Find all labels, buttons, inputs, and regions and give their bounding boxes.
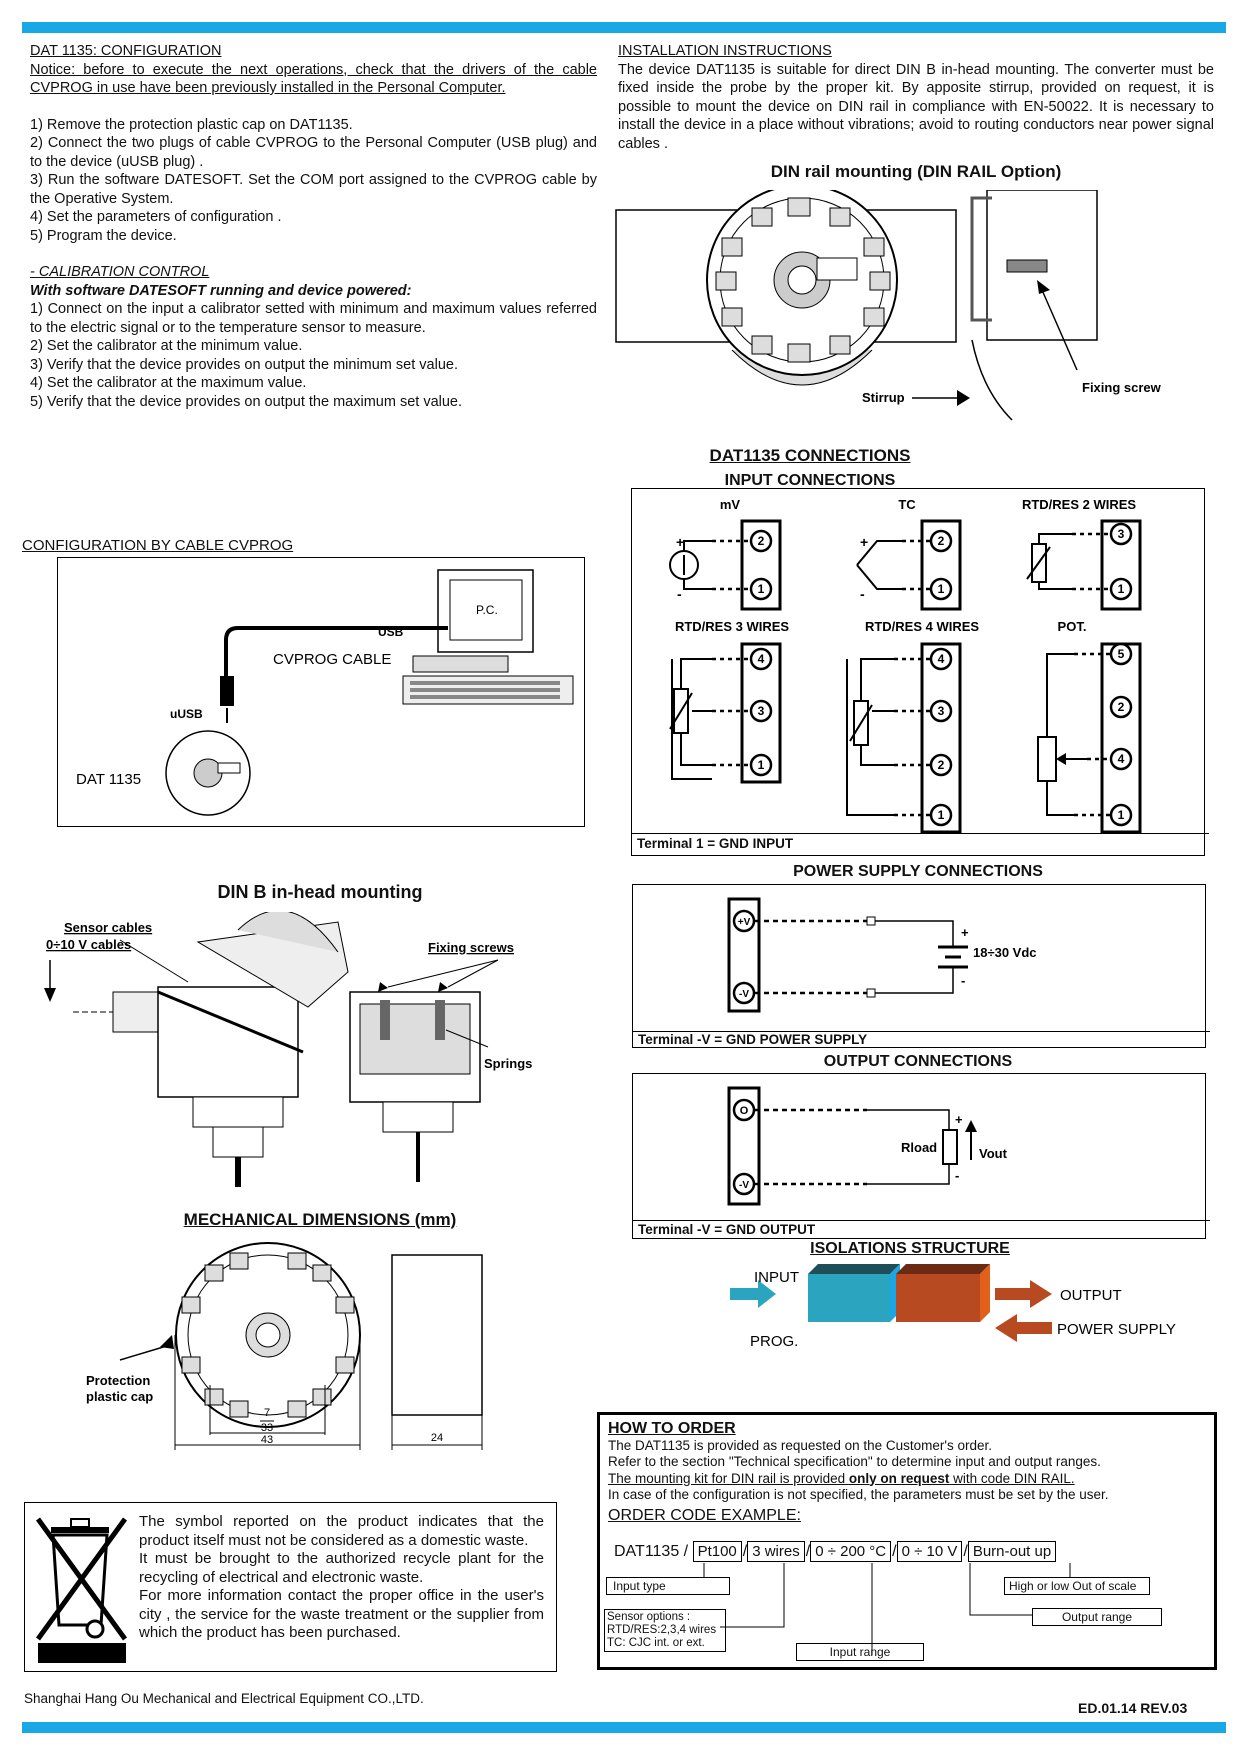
bottom-bar xyxy=(22,1722,1226,1733)
power-voltage: 18÷30 Vdc xyxy=(973,945,1037,960)
dim-43: 43 xyxy=(260,1434,274,1446)
svg-text:3: 3 xyxy=(1117,527,1125,541)
mechanical-drawing xyxy=(70,1235,510,1475)
svg-text:4: 4 xyxy=(937,652,945,666)
svg-text:-V: -V xyxy=(739,1180,749,1191)
order-example-title: ORDER CODE EXAMPLE: xyxy=(608,1506,801,1524)
svg-text:-V: -V xyxy=(739,989,749,1000)
power-drawing xyxy=(633,885,1205,1031)
calibration-step: 5) Verify that the device provides on output the maximum set value. xyxy=(30,393,463,410)
cvprog-cable-label: CVPROG CABLE xyxy=(273,651,392,668)
sensor-cables-label: Sensor cables xyxy=(64,920,153,935)
output-range-box xyxy=(1032,1608,1162,1626)
svg-text:+: + xyxy=(676,534,685,550)
svg-text:-: - xyxy=(955,1168,960,1183)
order-code-row: DAT1135 / Pt100 / 3 wires / 0 ÷ 200 °C / 0 ÷ 10 V / Burn-out up xyxy=(614,1541,1057,1562)
input-range-label: Input range xyxy=(829,1645,891,1659)
config-section xyxy=(30,42,597,411)
connections-title: DAT1135 CONNECTIONS xyxy=(709,446,911,465)
installation-text: The device DAT1135 is suitable for direct DIN B in-head mounting. The converter must be fixed inside the probe by the proper kit. By apposite stirrup, provided on request, it is possible to mount the device on DIN rail in compliance with EN-50022. It is necessary to install the device in a place without vibrations; avoid to routing conductors near power signal cables . xyxy=(618,61,1214,152)
svg-text:-: - xyxy=(860,586,865,602)
svg-text:2: 2 xyxy=(937,534,945,548)
output-footer-text: Terminal -V = GND OUTPUT xyxy=(638,1222,816,1237)
calibration-step: 2) Set the calibrator at the minimum value. xyxy=(30,338,303,354)
order-line-3a: The mounting kit for DIN rail is provided xyxy=(608,1470,849,1486)
output-drawing xyxy=(633,1074,1205,1220)
config-step: 5) Program the device. xyxy=(30,227,177,244)
svg-text:1: 1 xyxy=(1117,808,1125,822)
high-low-box xyxy=(1004,1577,1150,1595)
order-cell: Pt100 xyxy=(693,1541,742,1562)
input-footer xyxy=(632,833,1209,854)
sensor-options-2: RTD/RES:2,3,4 wires xyxy=(607,1624,717,1636)
config-title: DAT 1135: CONFIGURATION xyxy=(30,43,222,59)
protection-label: Protection xyxy=(86,1373,151,1388)
svg-text:1: 1 xyxy=(757,582,765,596)
config-step: 2) Connect the two plugs of cable CVPROG to the Personal Computer (USB plug) and to the device (uUSB plug) . xyxy=(30,135,597,170)
rtd4-label: RTD/RES 4 WIRES xyxy=(864,619,980,634)
device-label: DAT 1135 xyxy=(76,771,142,788)
output-box xyxy=(632,1073,1206,1239)
input-range-box xyxy=(796,1643,924,1661)
installation-title: INSTALLATION INSTRUCTIONS xyxy=(618,43,832,59)
sensor-options-box xyxy=(604,1609,726,1652)
calibration-step: 1) Connect on the input a calibrator setted with minimum and maximum values referred to the electric signal or to the temperature sensor to measure. xyxy=(30,301,597,336)
dim-24: 24 xyxy=(430,1432,444,1444)
uusb-label: uUSB xyxy=(170,707,203,721)
usb-label: USB xyxy=(378,625,404,639)
power-footer-text: Terminal -V = GND POWER SUPPLY xyxy=(638,1032,868,1047)
cable-drawing xyxy=(58,558,584,826)
dim-33: 33 xyxy=(260,1422,274,1434)
fixing-screws-label: Fixing screws xyxy=(428,940,514,955)
order-line-1: The DAT1135 is provided as requested on the Customer's order. xyxy=(608,1437,993,1453)
footer-edition: ED.01.14 REV.03 xyxy=(1078,1700,1188,1716)
svg-text:4: 4 xyxy=(757,652,765,666)
tc-label: TC xyxy=(898,497,916,512)
svg-text:2: 2 xyxy=(937,758,945,772)
weee-text xyxy=(139,1513,544,1643)
svg-text:+: + xyxy=(955,1112,963,1127)
calibration-step: 4) Set the calibrator at the maximum value. xyxy=(30,375,307,391)
calibration-subtitle: With software DATESOFT running and device powered: xyxy=(30,282,412,299)
isolation-power: POWER SUPPLY xyxy=(1057,1321,1176,1338)
sensor-options-3: TC: CJC int. or ext. xyxy=(607,1637,705,1649)
config-step: 3) Run the software DATESOFT. Set the COM port assigned to the CVPROG cable by the Operative System. xyxy=(30,172,597,207)
cable-title: CONFIGURATION BY CABLE CVPROG xyxy=(22,537,294,554)
svg-text:+: + xyxy=(961,925,969,940)
config-step: 4) Set the parameters of configuration . xyxy=(30,209,282,225)
power-footer xyxy=(633,1031,1210,1048)
stirrup-label: Stirrup xyxy=(862,390,905,405)
rload-label: Rload xyxy=(901,1140,938,1155)
vout-label: Vout xyxy=(979,1146,1007,1161)
svg-text:1: 1 xyxy=(937,582,945,596)
din-rail-title: DIN rail mounting (DIN RAIL Option) xyxy=(770,162,1062,181)
svg-text:+V: +V xyxy=(737,917,751,928)
svg-text:2: 2 xyxy=(757,534,765,548)
weee-box xyxy=(24,1502,557,1672)
output-range-label: Output range xyxy=(1061,1610,1133,1624)
order-line-3c: with code DIN RAIL. xyxy=(949,1470,1075,1486)
svg-text:5: 5 xyxy=(1117,647,1125,661)
sensor-options-1: Sensor options : xyxy=(607,1611,691,1623)
cable-diagram-box xyxy=(57,557,585,827)
high-low-label: High or low Out of scale xyxy=(1009,1579,1137,1593)
din-rail-drawing xyxy=(612,190,1182,430)
svg-text:+: + xyxy=(860,534,869,550)
mv-label: mV xyxy=(719,497,741,512)
installation-section xyxy=(618,42,1214,153)
svg-text:1: 1 xyxy=(937,808,945,822)
input-type-label: Input type xyxy=(613,1579,666,1593)
isolation-prog: PROG. xyxy=(750,1333,799,1350)
order-cell: 0 ÷ 200 °C xyxy=(810,1541,891,1562)
svg-text:-: - xyxy=(961,973,966,988)
weee-bin-icon xyxy=(33,1513,133,1665)
isolation-input: INPUT xyxy=(754,1269,799,1286)
fixing-screw-label: Fixing screw xyxy=(1082,380,1161,395)
isolation-output: OUTPUT xyxy=(1060,1287,1122,1304)
config-step: 1) Remove the protection plastic cap on DAT1135. xyxy=(30,116,353,133)
svg-text:1: 1 xyxy=(1117,582,1125,596)
svg-text:3: 3 xyxy=(757,704,765,718)
order-code-prefix: DAT1135 / xyxy=(614,1543,689,1560)
pc-label: P.C. xyxy=(476,603,498,617)
footer-company: Shanghai Hang Ou Mechanical and Electrical Equipment CO.,LTD. xyxy=(24,1691,424,1706)
calibration-step: 3) Verify that the device provides on output the minimum set value. xyxy=(30,356,458,373)
config-notice: Notice: before to execute the next operations, check that the drivers of the cable CVPROG in use have been previously installed in the Personal Computer. xyxy=(30,61,597,96)
calibration-title: - CALIBRATION CONTROL xyxy=(30,264,210,280)
input-footer-text: Terminal 1 = GND INPUT xyxy=(637,836,794,851)
weee-text-2: It must be brought to the authorized recycle plant for the recycling of electrical and electronic waste. xyxy=(139,1550,544,1586)
din-b-drawing xyxy=(28,912,548,1192)
svg-text:1: 1 xyxy=(757,758,765,772)
plastic-cap-label: plastic cap xyxy=(86,1389,154,1404)
svg-text:4: 4 xyxy=(1117,752,1125,766)
input-connections-title: INPUT CONNECTIONS xyxy=(724,472,896,489)
rtd2-label: RTD/RES 2 WIRES xyxy=(1021,497,1137,512)
din-b-title: DIN B in-head mounting xyxy=(217,882,423,902)
isolation-title: ISOLATIONS STRUCTURE xyxy=(810,1240,1010,1257)
order-line-3b: only on request xyxy=(848,1470,950,1486)
pot-label: POT. xyxy=(1057,619,1087,634)
rtd3-label: RTD/RES 3 WIRES xyxy=(674,619,790,634)
order-box xyxy=(597,1412,1217,1670)
output-footer xyxy=(633,1220,1210,1239)
weee-text-3: For more information contact the proper office in the user's city , the service for the waste treatment or the supplier from which the product has been purchased. xyxy=(139,1587,544,1641)
order-line-2: Refer to the section "Technical specification" to determine input and output ranges. xyxy=(608,1454,1101,1469)
power-title: POWER SUPPLY CONNECTIONS xyxy=(793,863,1043,880)
power-box xyxy=(632,884,1206,1048)
order-cell: 0 ÷ 10 V xyxy=(897,1541,963,1562)
input-connections-drawing xyxy=(632,489,1204,835)
order-cell: 3 wires xyxy=(747,1541,805,1562)
svg-text:2: 2 xyxy=(1117,700,1125,714)
order-title: HOW TO ORDER xyxy=(608,1420,736,1437)
svg-text:-: - xyxy=(677,586,682,602)
order-line-4: In case of the configuration is not specified, the parameters must be set by the user. xyxy=(608,1487,1109,1502)
top-bar xyxy=(22,22,1226,33)
input-type-box xyxy=(606,1577,730,1595)
isolation-drawing xyxy=(730,1262,1200,1362)
output-title: OUTPUT CONNECTIONS xyxy=(823,1053,1013,1070)
range-label: 0÷10 V cables xyxy=(46,937,132,952)
springs-label: Springs xyxy=(484,1056,533,1071)
svg-text:3: 3 xyxy=(937,704,945,718)
weee-text-1: The symbol reported on the product indicates that the product itself must not be considered as a domestic waste. xyxy=(139,1513,544,1549)
dim-7: 7 xyxy=(263,1407,271,1419)
order-cell: Burn-out up xyxy=(968,1541,1056,1562)
input-connections-box xyxy=(631,488,1205,856)
mechanical-title: MECHANICAL DIMENSIONS (mm) xyxy=(183,1210,457,1229)
svg-text:O: O xyxy=(739,1105,749,1117)
